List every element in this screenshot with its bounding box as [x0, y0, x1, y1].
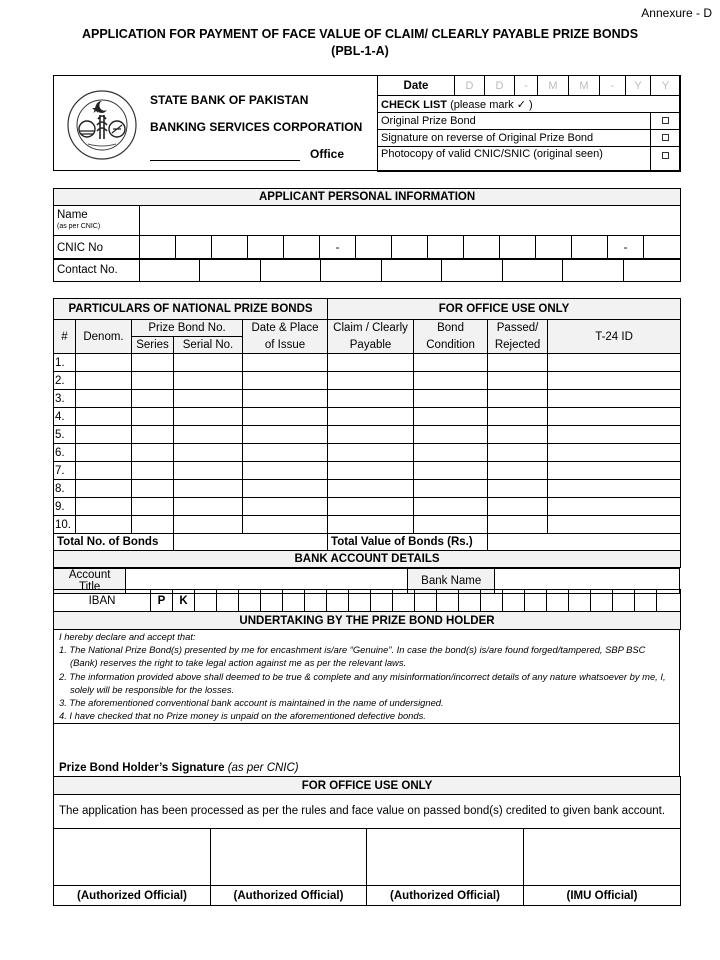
col-header-t24: T-24 ID	[548, 320, 681, 354]
iban-char[interactable]	[635, 590, 657, 612]
cnic-dash: -	[608, 236, 644, 260]
cell[interactable]	[132, 372, 174, 390]
cell[interactable]	[174, 426, 243, 444]
date-year-1[interactable]: Y	[626, 76, 651, 96]
iban-char[interactable]	[503, 590, 525, 612]
cnic-digit[interactable]	[572, 236, 608, 260]
name-field[interactable]	[140, 206, 681, 236]
cell[interactable]	[174, 372, 243, 390]
iban-char[interactable]	[239, 590, 261, 612]
cell[interactable]	[548, 390, 681, 408]
checkbox-icon[interactable]	[662, 117, 669, 124]
cell[interactable]	[548, 408, 681, 426]
col-header-claim-2: Payable	[328, 337, 414, 354]
cnic-digit[interactable]	[428, 236, 464, 260]
signatory-label: (IMU Official)	[524, 886, 681, 906]
date-label: Date	[378, 76, 455, 96]
iban-char[interactable]	[481, 590, 503, 612]
cell[interactable]	[488, 462, 548, 480]
cell[interactable]	[488, 516, 548, 534]
section-heading-office-use: FOR OFFICE USE ONLY	[54, 777, 681, 795]
contact-digit[interactable]	[200, 259, 261, 282]
office-statement: The application has been processed as per the rules and face value on passed bond(s) credited to given bank account.	[54, 795, 681, 829]
undertaking-item: 2. The information provided above shall deemed to be true & complete and any misinformation/incorrect details of any nature whatsoever by me, I, solely will be responsible for the losses.	[59, 670, 666, 695]
cell[interactable]	[243, 498, 328, 516]
contact-digit[interactable]	[261, 259, 321, 282]
org-subname: BANKING SERVICES CORPORATION	[150, 120, 363, 134]
annexure-label: Annexure - D	[641, 6, 712, 20]
iban-char[interactable]	[437, 590, 459, 612]
cnic-digit[interactable]	[140, 236, 176, 260]
row-number: 7.	[54, 462, 76, 480]
checkbox-icon[interactable]	[662, 134, 669, 141]
table-row	[54, 516, 681, 534]
cell[interactable]	[243, 444, 328, 462]
col-header-claim: Claim / Clearly	[328, 320, 414, 337]
cnic-digit[interactable]	[356, 236, 392, 260]
cell[interactable]	[76, 462, 132, 480]
office-label: Office	[310, 147, 345, 161]
cell[interactable]	[548, 462, 681, 480]
section-heading-undertaking: UNDERTAKING BY THE PRIZE BOND HOLDER	[54, 612, 681, 630]
cell[interactable]	[328, 372, 414, 390]
iban-char[interactable]	[261, 590, 283, 612]
cell[interactable]	[328, 444, 414, 462]
cell[interactable]	[174, 408, 243, 426]
cell[interactable]	[76, 480, 132, 498]
table-row	[54, 354, 681, 372]
cell[interactable]	[132, 408, 174, 426]
holder-signature-field[interactable]	[53, 723, 680, 777]
checklist-item-checkbox[interactable]	[651, 147, 681, 172]
iban-char[interactable]	[195, 590, 217, 612]
account-title-label: Account Title	[54, 569, 126, 594]
signatory-label: (Authorized Official)	[211, 886, 367, 906]
cell[interactable]	[132, 498, 174, 516]
cell[interactable]	[174, 498, 243, 516]
name-label-cell	[54, 206, 140, 236]
table-row	[54, 498, 681, 516]
cell[interactable]	[328, 426, 414, 444]
cnic-label: CNIC No	[54, 236, 140, 260]
cell[interactable]	[488, 408, 548, 426]
checklist-item-checkbox[interactable]	[651, 113, 681, 130]
cell[interactable]	[174, 480, 243, 498]
sbp-bsc-seal-icon	[66, 89, 138, 161]
cell[interactable]	[174, 444, 243, 462]
contact-digit[interactable]	[140, 259, 200, 282]
iban-char[interactable]	[569, 590, 591, 612]
cell[interactable]	[174, 462, 243, 480]
date-separator: -	[515, 76, 538, 96]
checklist-item-label: Signature on reverse of Original Prize Bond	[378, 130, 651, 147]
undertaking-item: 1. The National Prize Bond(s) presented by me for encashment is/are “Genuine”. In case the bond(s) is/are found forged/tampered, SBP BSC (Bank) reserves the right to take legal action against me as per the relevant laws.	[59, 644, 646, 669]
date-separator: -	[600, 76, 626, 96]
cell[interactable]	[548, 372, 681, 390]
total-value-field[interactable]	[488, 534, 681, 551]
cell[interactable]	[328, 498, 414, 516]
cell[interactable]	[76, 390, 132, 408]
cell[interactable]	[548, 354, 681, 372]
date-checklist-table	[377, 75, 681, 172]
checkbox-icon[interactable]	[662, 152, 669, 159]
iban-char[interactable]	[393, 590, 415, 612]
row-number: 5.	[54, 426, 76, 444]
official-signature-field[interactable]	[367, 829, 524, 886]
cnic-digit[interactable]	[176, 236, 212, 260]
cell[interactable]	[488, 498, 548, 516]
cell[interactable]	[76, 444, 132, 462]
cell[interactable]	[132, 444, 174, 462]
row-number: 10.	[54, 516, 76, 534]
iban-label: IBAN	[54, 590, 151, 612]
cell[interactable]	[488, 390, 548, 408]
cell[interactable]	[414, 480, 488, 498]
contact-table	[53, 258, 681, 282]
col-header-passed-2: Rejected	[488, 337, 548, 354]
cnic-digit[interactable]	[392, 236, 428, 260]
col-header-series: Series	[132, 337, 174, 354]
row-number: 8.	[54, 480, 76, 498]
iban-char[interactable]	[217, 590, 239, 612]
cell[interactable]	[243, 462, 328, 480]
contact-digit[interactable]	[624, 259, 681, 282]
table-row	[54, 444, 681, 462]
col-header-serial: Serial No.	[174, 337, 243, 354]
cell[interactable]	[132, 390, 174, 408]
cell[interactable]	[243, 426, 328, 444]
cell[interactable]	[243, 408, 328, 426]
table-row	[54, 480, 681, 498]
cell[interactable]	[414, 462, 488, 480]
cell[interactable]	[548, 480, 681, 498]
cell[interactable]	[488, 426, 548, 444]
table-row	[54, 390, 681, 408]
iban-char[interactable]	[525, 590, 547, 612]
form-code: (PBL-1-A)	[331, 44, 389, 58]
cell[interactable]	[76, 372, 132, 390]
cnic-digit[interactable]	[464, 236, 500, 260]
iban-char[interactable]	[613, 590, 635, 612]
signature-label: Prize Bond Holder’s Signature	[59, 762, 225, 774]
row-number: 1.	[54, 354, 76, 372]
date-month-2[interactable]: M	[569, 76, 600, 96]
applicant-info-table	[53, 188, 681, 260]
office-name-field[interactable]	[150, 149, 300, 161]
cell[interactable]	[488, 444, 548, 462]
date-day-1[interactable]: D	[455, 76, 485, 96]
office-use-table	[53, 776, 681, 906]
section-heading-bonds: PARTICULARS OF NATIONAL PRIZE BONDS	[54, 299, 328, 320]
cnic-digit[interactable]	[500, 236, 536, 260]
prize-bonds-table	[53, 298, 681, 568]
undertaking-item: 4. I have checked that no Prize money is unpaid on the aforementioned defective bonds.	[59, 710, 426, 722]
checklist-heading	[378, 96, 681, 113]
row-number: 3.	[54, 390, 76, 408]
iban-table	[53, 589, 681, 630]
cell[interactable]	[243, 390, 328, 408]
iban-char[interactable]	[591, 590, 613, 612]
form-title	[0, 26, 720, 60]
cell[interactable]	[243, 372, 328, 390]
table-row	[54, 372, 681, 390]
iban-char[interactable]	[349, 590, 371, 612]
cell[interactable]	[243, 516, 328, 534]
cell[interactable]	[548, 516, 681, 534]
cnic-digit[interactable]	[536, 236, 572, 260]
contact-digit[interactable]	[503, 259, 563, 282]
undertaking-intro: I hereby declare and accept that:	[59, 631, 196, 642]
cell[interactable]	[174, 516, 243, 534]
row-number: 4.	[54, 408, 76, 426]
table-row	[54, 462, 681, 480]
org-name: STATE BANK OF PAKISTAN	[150, 93, 309, 107]
date-day-2[interactable]: D	[485, 76, 515, 96]
row-number: 9.	[54, 498, 76, 516]
signatory-label: (Authorized Official)	[54, 886, 211, 906]
contact-digit[interactable]	[382, 259, 442, 282]
iban-char: P	[151, 590, 173, 612]
iban-char[interactable]	[283, 590, 305, 612]
cell[interactable]	[414, 426, 488, 444]
cell[interactable]	[328, 408, 414, 426]
cell[interactable]	[76, 426, 132, 444]
table-row	[54, 426, 681, 444]
official-signature-field[interactable]	[211, 829, 367, 886]
cell[interactable]	[548, 498, 681, 516]
checklist-hint: (please mark ✓ )	[450, 98, 533, 111]
cnic-digit[interactable]	[248, 236, 284, 260]
cell[interactable]	[174, 354, 243, 372]
cell[interactable]	[414, 498, 488, 516]
cell[interactable]	[76, 516, 132, 534]
imu-signature-field[interactable]	[524, 829, 681, 886]
cell[interactable]	[132, 462, 174, 480]
section-heading-applicant: APPLICANT PERSONAL INFORMATION	[54, 189, 681, 206]
cell[interactable]	[328, 462, 414, 480]
cell[interactable]	[548, 426, 681, 444]
total-value-label: Total Value of Bonds (Rs.)	[328, 534, 488, 551]
cell[interactable]	[132, 426, 174, 444]
cell[interactable]	[488, 354, 548, 372]
iban-char[interactable]	[415, 590, 437, 612]
cell[interactable]	[132, 354, 174, 372]
date-month-1[interactable]: M	[538, 76, 569, 96]
date-year-2[interactable]: Y	[651, 76, 681, 96]
cell[interactable]	[488, 372, 548, 390]
cnic-digit[interactable]	[212, 236, 248, 260]
cell[interactable]	[414, 516, 488, 534]
cell[interactable]	[76, 498, 132, 516]
iban-char[interactable]	[459, 590, 481, 612]
iban-char[interactable]	[305, 590, 327, 612]
checklist-title: CHECK LIST	[381, 98, 447, 111]
cell[interactable]	[328, 480, 414, 498]
cell[interactable]	[243, 354, 328, 372]
checklist-item-checkbox[interactable]	[651, 130, 681, 147]
cell[interactable]	[243, 480, 328, 498]
checklist-item-label: Photocopy of valid CNIC/SNIC (original seen)	[378, 147, 651, 172]
col-header-number: #	[54, 320, 76, 354]
contact-digit[interactable]	[563, 259, 624, 282]
contact-digit[interactable]	[442, 259, 503, 282]
iban-char[interactable]	[371, 590, 393, 612]
iban-char[interactable]	[657, 590, 681, 612]
form-title-line1: APPLICATION FOR PAYMENT OF FACE VALUE OF CLAIM/ CLEARLY PAYABLE PRIZE BONDS	[81, 27, 639, 41]
col-header-condition-2: Condition	[414, 337, 488, 354]
col-header-condition: Bond	[414, 320, 488, 337]
cnic-digit[interactable]	[284, 236, 320, 260]
row-number: 6.	[54, 444, 76, 462]
undertaking-text	[53, 629, 680, 724]
col-header-date-place-2: of Issue	[243, 337, 328, 354]
iban-char[interactable]	[327, 590, 349, 612]
section-heading-bank: BANK ACCOUNT DETAILS	[54, 551, 681, 568]
official-signature-field[interactable]	[54, 829, 211, 886]
col-header-passed: Passed/	[488, 320, 548, 337]
cell[interactable]	[414, 408, 488, 426]
cell[interactable]	[174, 390, 243, 408]
row-number: 2.	[54, 372, 76, 390]
total-bonds-field[interactable]	[174, 534, 328, 551]
iban-char: K	[173, 590, 195, 612]
col-header-prize-bond-no: Prize Bond No.	[132, 320, 243, 337]
cell[interactable]	[414, 372, 488, 390]
cell[interactable]	[328, 390, 414, 408]
cnic-digit[interactable]	[644, 236, 681, 260]
holder-signature-label	[59, 762, 299, 774]
cell[interactable]	[76, 408, 132, 426]
col-header-denomination: Denom.	[76, 320, 132, 354]
cnic-dash: -	[320, 236, 356, 260]
undertaking-item: 3. The aforementioned conventional bank account is maintained in the name of undersigned.	[59, 697, 444, 709]
iban-char[interactable]	[547, 590, 569, 612]
cell[interactable]	[414, 354, 488, 372]
signatory-label: (Authorized Official)	[367, 886, 524, 906]
signature-hint: (as per CNIC)	[227, 762, 299, 774]
cell[interactable]	[76, 354, 132, 372]
contact-digit[interactable]	[321, 259, 382, 282]
cell[interactable]	[328, 516, 414, 534]
bank-name-label: Bank Name	[408, 569, 495, 594]
checklist-item-label: Original Prize Bond	[378, 113, 651, 130]
table-row	[54, 408, 681, 426]
cell[interactable]	[414, 390, 488, 408]
contact-label: Contact No.	[54, 259, 140, 282]
total-bonds-label: Total No. of Bonds	[54, 534, 174, 551]
cell[interactable]	[328, 354, 414, 372]
name-sublabel: (as per CNIC)	[57, 222, 101, 230]
name-label: Name	[57, 208, 88, 221]
section-heading-office: FOR OFFICE USE ONLY	[328, 299, 681, 320]
cell[interactable]	[414, 444, 488, 462]
cell[interactable]	[548, 444, 681, 462]
col-header-date-place: Date & Place	[243, 320, 328, 337]
cell[interactable]	[132, 516, 174, 534]
cell[interactable]	[132, 480, 174, 498]
cell[interactable]	[488, 480, 548, 498]
